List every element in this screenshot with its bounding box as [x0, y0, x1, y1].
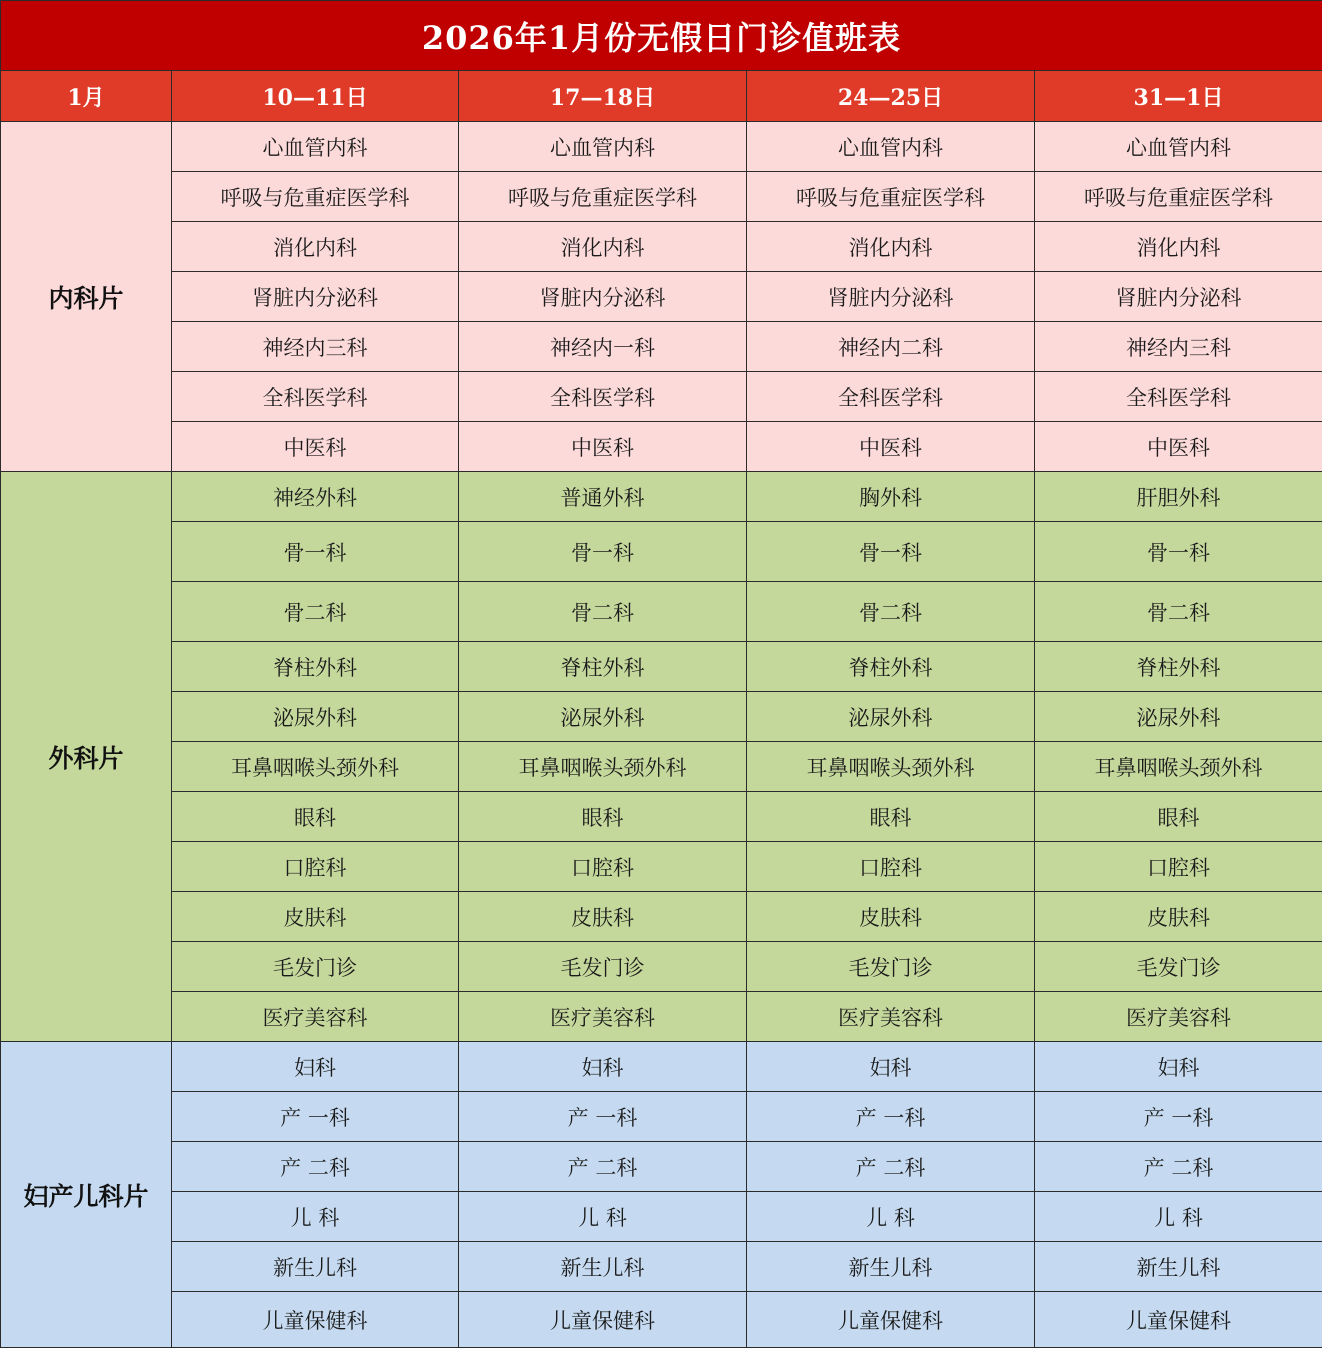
department-cell: 神经内三科 [1035, 322, 1322, 372]
department-cell: 肾脏内分泌科 [747, 272, 1035, 322]
department-cell: 毛发门诊 [459, 942, 747, 992]
table-row [1, 582, 1322, 642]
department-cell: 泌尿外科 [172, 692, 459, 742]
department-cell: 骨二科 [747, 582, 1035, 642]
department-cell: 消化内科 [747, 222, 1035, 272]
department-cell: 泌尿外科 [1035, 692, 1322, 742]
department-cell: 儿童保健科 [172, 1292, 459, 1348]
department-cell: 儿童保健科 [747, 1292, 1035, 1348]
period-header-1: 10—11日 [172, 71, 459, 122]
month-header: 1月 [1, 71, 172, 122]
table-row [1, 272, 1322, 322]
department-cell: 口腔科 [1035, 842, 1322, 892]
schedule-body [1, 1, 1322, 1348]
department-cell: 口腔科 [747, 842, 1035, 892]
department-cell: 毛发门诊 [747, 942, 1035, 992]
department-cell: 呼吸与危重症医学科 [172, 172, 459, 222]
table-row [1, 322, 1322, 372]
table-row [1, 122, 1322, 172]
department-cell: 眼科 [747, 792, 1035, 842]
table-row [1, 522, 1322, 582]
table-row [1, 222, 1322, 272]
department-cell: 心血管内科 [747, 122, 1035, 172]
department-cell: 心血管内科 [459, 122, 747, 172]
department-cell: 中医科 [747, 422, 1035, 472]
department-cell: 消化内科 [1035, 222, 1322, 272]
department-cell: 中医科 [172, 422, 459, 472]
department-cell: 肾脏内分泌科 [459, 272, 747, 322]
department-cell: 肝胆外科 [1035, 472, 1322, 522]
department-cell: 肾脏内分泌科 [1035, 272, 1322, 322]
period-header-4: 31—1日 [1035, 71, 1322, 122]
department-cell: 产 二科 [459, 1142, 747, 1192]
department-cell: 医疗美容科 [459, 992, 747, 1042]
department-cell: 脊柱外科 [172, 642, 459, 692]
table-row [1, 172, 1322, 222]
department-cell: 脊柱外科 [459, 642, 747, 692]
department-cell: 产 一科 [1035, 1092, 1322, 1142]
department-cell: 妇科 [1035, 1042, 1322, 1092]
department-cell: 骨二科 [172, 582, 459, 642]
department-cell: 皮肤科 [1035, 892, 1322, 942]
department-cell: 妇科 [459, 1042, 747, 1092]
department-cell: 全科医学科 [459, 372, 747, 422]
department-cell: 口腔科 [459, 842, 747, 892]
department-cell: 心血管内科 [1035, 122, 1322, 172]
department-cell: 毛发门诊 [1035, 942, 1322, 992]
department-cell: 医疗美容科 [747, 992, 1035, 1042]
department-cell: 产 二科 [172, 1142, 459, 1192]
department-cell: 骨一科 [1035, 522, 1322, 582]
table-row [1, 1292, 1322, 1348]
department-cell: 中医科 [459, 422, 747, 472]
department-cell: 医疗美容科 [1035, 992, 1322, 1042]
department-cell: 肾脏内分泌科 [172, 272, 459, 322]
department-cell: 骨一科 [747, 522, 1035, 582]
department-cell: 耳鼻咽喉头颈外科 [747, 742, 1035, 792]
table-row [1, 692, 1322, 742]
header-row [1, 71, 1322, 122]
table-row [1, 992, 1322, 1042]
department-cell: 儿 科 [172, 1192, 459, 1242]
department-cell: 全科医学科 [1035, 372, 1322, 422]
department-cell: 产 二科 [1035, 1142, 1322, 1192]
department-cell: 儿 科 [459, 1192, 747, 1242]
department-cell: 耳鼻咽喉头颈外科 [1035, 742, 1322, 792]
department-cell: 新生儿科 [172, 1242, 459, 1292]
department-cell: 全科医学科 [172, 372, 459, 422]
department-cell: 脊柱外科 [1035, 642, 1322, 692]
department-cell: 眼科 [172, 792, 459, 842]
department-cell: 口腔科 [172, 842, 459, 892]
table-row [1, 892, 1322, 942]
department-cell: 医疗美容科 [172, 992, 459, 1042]
table-row [1, 422, 1322, 472]
department-cell: 神经内一科 [459, 322, 747, 372]
department-cell: 耳鼻咽喉头颈外科 [172, 742, 459, 792]
department-cell: 骨一科 [459, 522, 747, 582]
department-cell: 新生儿科 [459, 1242, 747, 1292]
department-cell: 心血管内科 [172, 122, 459, 172]
department-cell: 耳鼻咽喉头颈外科 [459, 742, 747, 792]
department-cell: 普通外科 [459, 472, 747, 522]
table-row [1, 472, 1322, 522]
table-row [1, 1192, 1322, 1242]
section-label: 外科片 [1, 472, 172, 1042]
department-cell: 神经内三科 [172, 322, 459, 372]
department-cell: 皮肤科 [172, 892, 459, 942]
department-cell: 骨二科 [459, 582, 747, 642]
table-row [1, 642, 1322, 692]
table-row [1, 942, 1322, 992]
table-row [1, 842, 1322, 892]
department-cell: 泌尿外科 [459, 692, 747, 742]
department-cell: 呼吸与危重症医学科 [747, 172, 1035, 222]
department-cell: 产 一科 [172, 1092, 459, 1142]
department-cell: 新生儿科 [747, 1242, 1035, 1292]
department-cell: 儿童保健科 [459, 1292, 747, 1348]
table-row [1, 1042, 1322, 1092]
department-cell: 消化内科 [172, 222, 459, 272]
department-cell: 消化内科 [459, 222, 747, 272]
department-cell: 妇科 [172, 1042, 459, 1092]
department-cell: 产 一科 [747, 1092, 1035, 1142]
department-cell: 胸外科 [747, 472, 1035, 522]
department-cell: 骨一科 [172, 522, 459, 582]
department-cell: 皮肤科 [459, 892, 747, 942]
department-cell: 产 一科 [459, 1092, 747, 1142]
department-cell: 新生儿科 [1035, 1242, 1322, 1292]
department-cell: 骨二科 [1035, 582, 1322, 642]
department-cell: 产 二科 [747, 1142, 1035, 1192]
section-label: 妇产儿科片 [1, 1042, 172, 1348]
department-cell: 泌尿外科 [747, 692, 1035, 742]
department-cell: 儿 科 [747, 1192, 1035, 1242]
department-cell: 神经内二科 [747, 322, 1035, 372]
table-row [1, 1092, 1322, 1142]
department-cell: 眼科 [459, 792, 747, 842]
department-cell: 皮肤科 [747, 892, 1035, 942]
period-header-3: 24—25日 [747, 71, 1035, 122]
period-header-2: 17—18日 [459, 71, 747, 122]
department-cell: 儿童保健科 [1035, 1292, 1322, 1348]
department-cell: 呼吸与危重症医学科 [459, 172, 747, 222]
department-cell: 神经外科 [172, 472, 459, 522]
table-row [1, 792, 1322, 842]
department-cell: 妇科 [747, 1042, 1035, 1092]
department-cell: 儿 科 [1035, 1192, 1322, 1242]
table-row [1, 1142, 1322, 1192]
table-row [1, 1242, 1322, 1292]
table-row [1, 372, 1322, 422]
department-cell: 眼科 [1035, 792, 1322, 842]
section-label: 内科片 [1, 122, 172, 472]
department-cell: 毛发门诊 [172, 942, 459, 992]
department-cell: 中医科 [1035, 422, 1322, 472]
department-cell: 全科医学科 [747, 372, 1035, 422]
department-cell: 脊柱外科 [747, 642, 1035, 692]
department-cell: 呼吸与危重症医学科 [1035, 172, 1322, 222]
schedule-title: 2026年1月份无假日门诊值班表 [1, 1, 1322, 71]
table-row [1, 742, 1322, 792]
